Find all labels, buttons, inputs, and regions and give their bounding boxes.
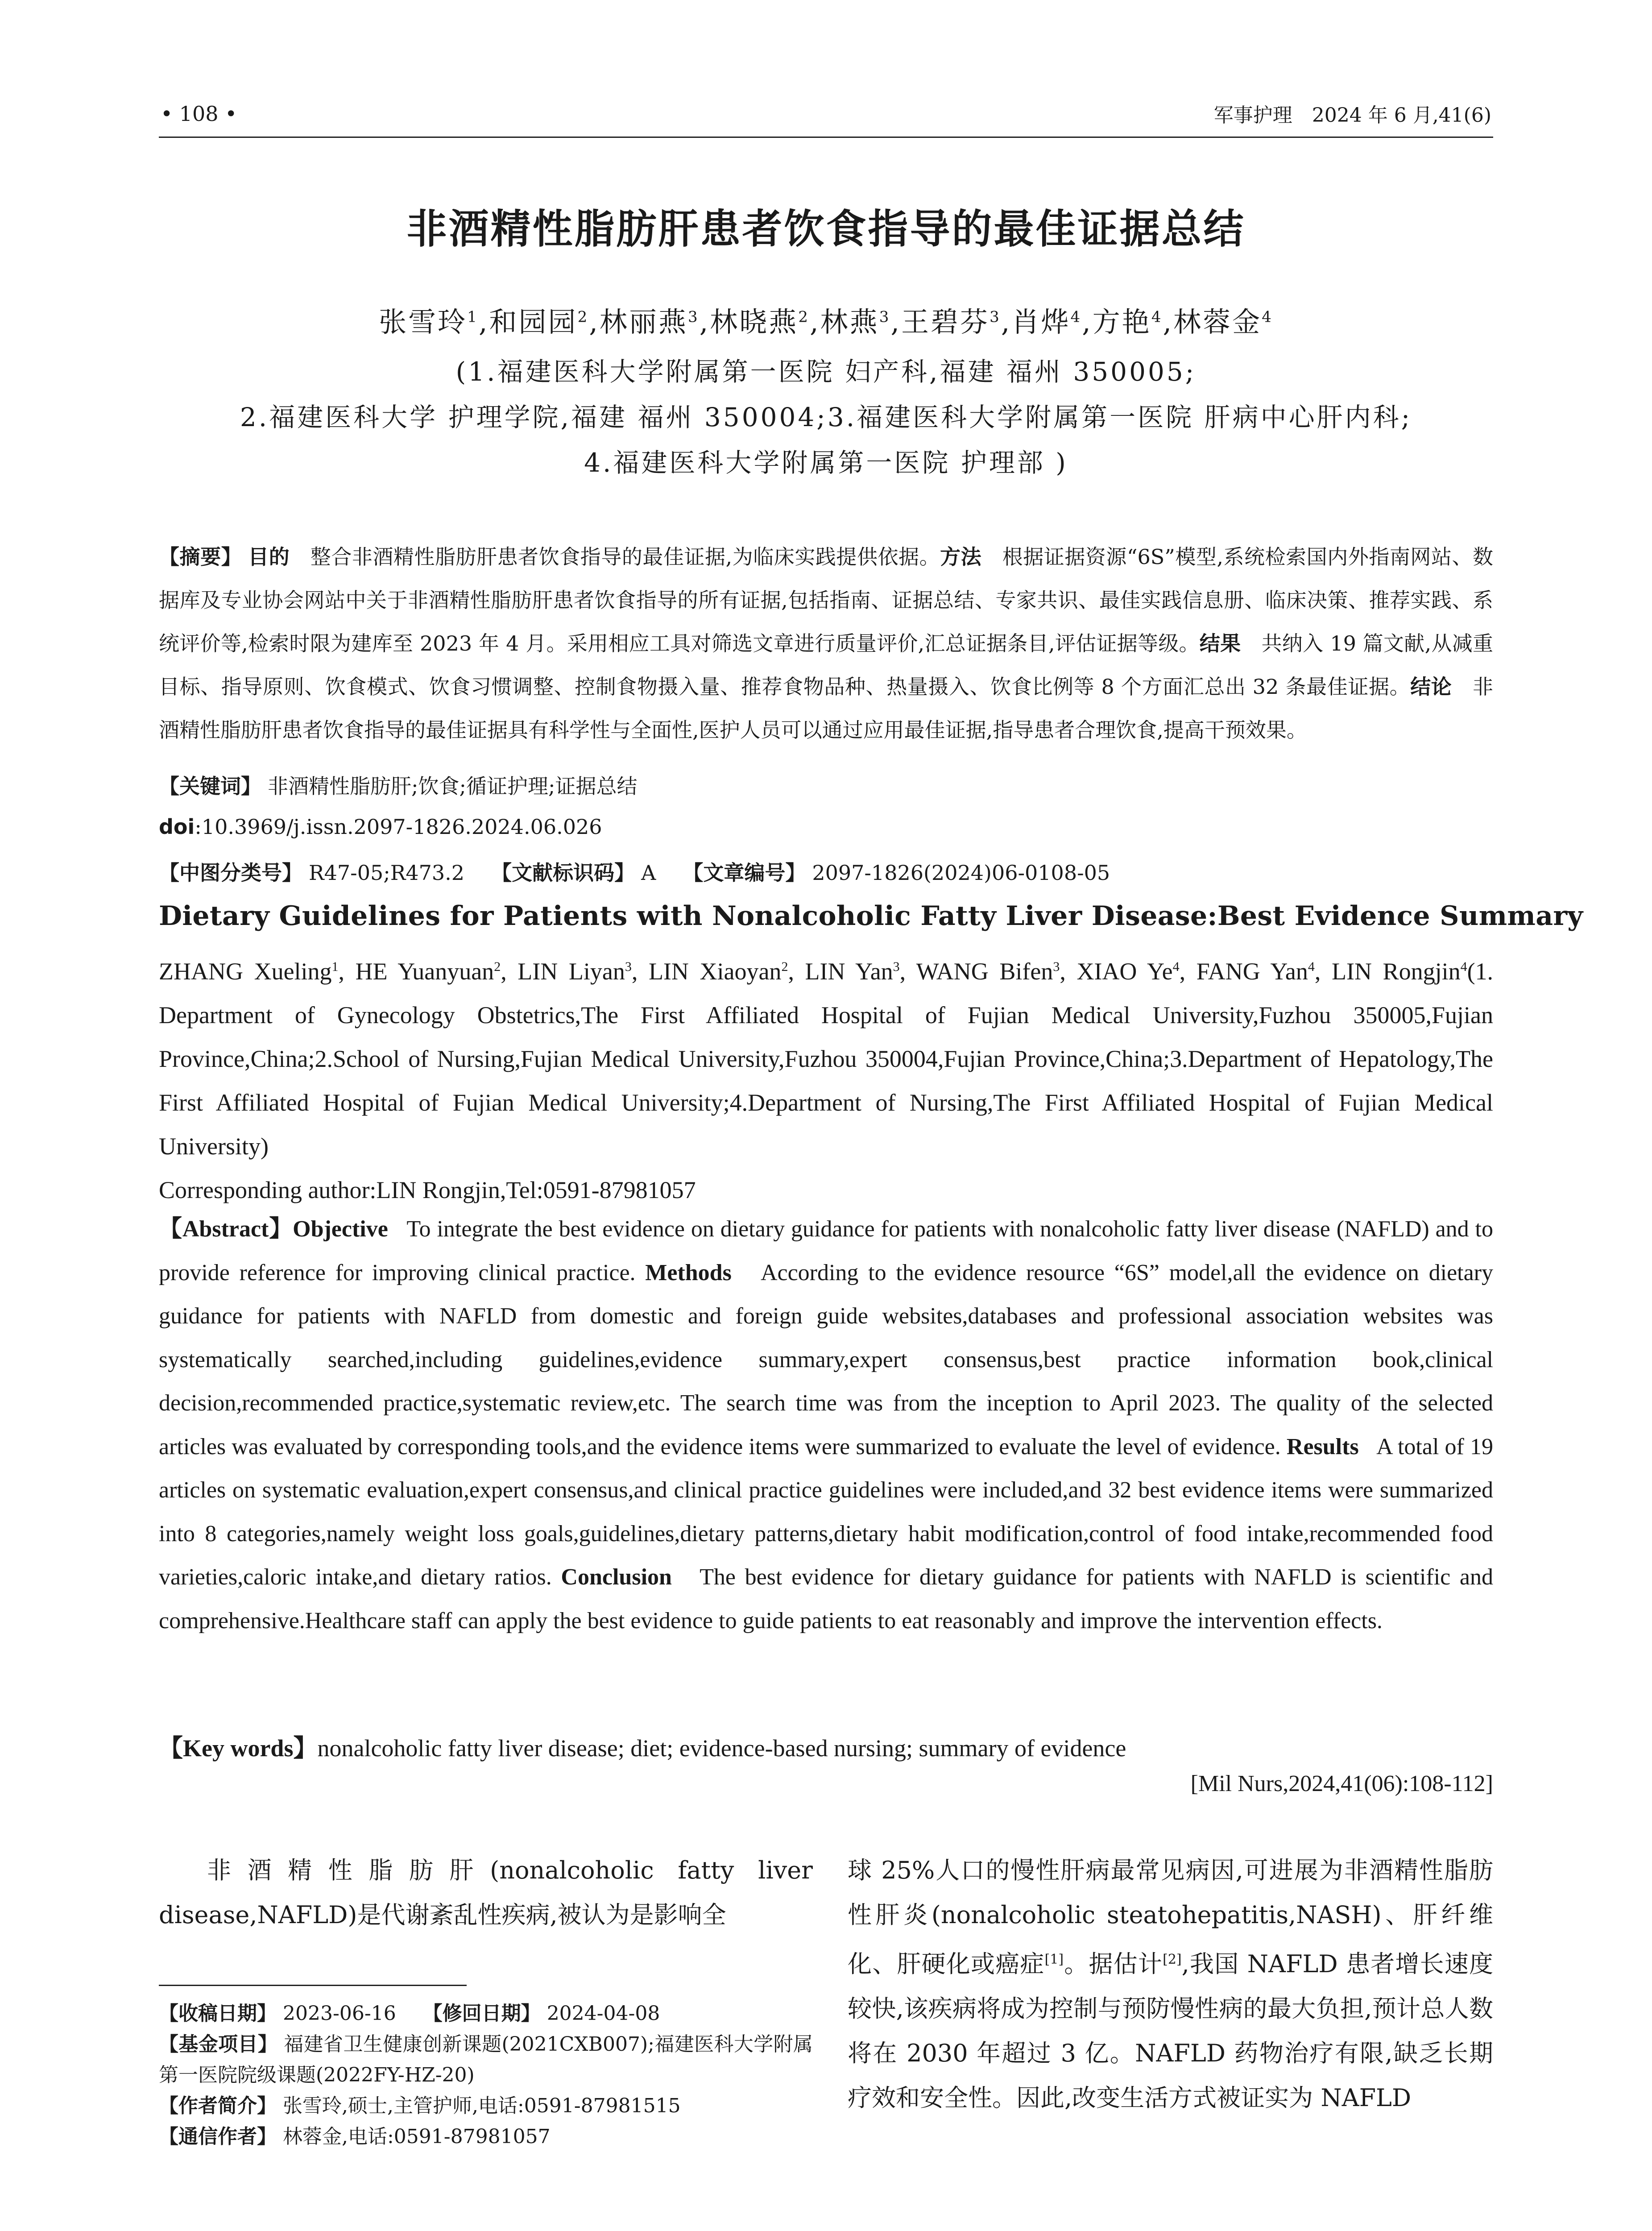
author-affiliation-mark: 1 [467, 308, 479, 326]
doi [159, 815, 1493, 839]
fund-label: 【基金项目】 [159, 2033, 278, 2056]
fund-text: 福建省卫生健康创新课题(2021CXB007);福建医科大学附属第一医院院级课题(2022FY-HZ-20) [159, 2033, 813, 2086]
article-number-value: 2097-1826(2024)06-0108-05 [812, 861, 1110, 885]
author-affiliation-mark: 2 [577, 308, 589, 326]
footnotes [159, 1998, 813, 2152]
en-conclusion-label: Conclusion [561, 1564, 672, 1590]
en-methods-label: Methods [645, 1260, 732, 1286]
affiliation-line-2: 2.福建医科大学 护理学院,福建 福州 350004;3.福建医科大学附属第一医院 肝病中心肝内科; [240, 402, 1412, 432]
reference-1[interactable]: [1] [1044, 1952, 1064, 1967]
objective-label: 目的 [248, 545, 290, 569]
doc-code-value: A [641, 861, 656, 885]
english-authors-affiliations [159, 945, 1493, 1212]
author-name: LIN Xiaoyan [648, 958, 782, 985]
en-results-text: A total of 19 articles on systematic evaluation,expert consensus,and clinical practice guidelines were included,and 32 best evidence items were summarized into 8 categories,namely weight loss goals,guidelines,dietary patterns,dietary habit modification,control of food intake,recommended food varieties,caloric intake,and dietary ratios. [159, 1434, 1494, 1590]
results-label: 结果 [1199, 631, 1241, 655]
methods-text: 根据证据资源“6S”模型,系统检索国内外指南网站、数据库及专业协会网站中关于非酒精性脂肪肝患者饮食指导的所有证据,包括指南、证据总结、专家共识、最佳实践信息册、临床决策、推荐实践、系统评价等,检索时限为建库至 2023 年 4 月。采用相应工具对筛选文章进行质量评价,汇总证据条目,评估证据等级。 [159, 545, 1494, 655]
author-affiliation-mark: 3 [625, 959, 632, 974]
author-name: XIAO Ye [1076, 958, 1173, 985]
en-keywords-text: nonalcoholic fatty liver disease; diet; evidence-based nursing; summary of evidence [317, 1735, 1126, 1762]
english-abstract [159, 1207, 1493, 1642]
clc-label: 【中图分类号】 [159, 861, 302, 885]
citation: [Mil Nurs,2024,41(06):108-112] [1190, 1771, 1493, 1796]
page-number: • 108 • [161, 102, 237, 126]
author-affiliation-mark: 4 [1262, 308, 1273, 326]
chinese-abstract [159, 535, 1493, 752]
author-affiliation-mark: 3 [1053, 959, 1060, 974]
author-name: WANG Bifen [916, 958, 1053, 985]
author-name: 肖烨 [1011, 306, 1071, 338]
author-name: 林蓉金 [1173, 306, 1262, 338]
author-affiliation-mark: 1 [331, 959, 339, 974]
author-name: 林晓燕 [710, 306, 799, 338]
doi-text: :10.3969/j.issn.2097-1826.2024.06.026 [195, 815, 602, 839]
english-keywords [159, 1729, 1493, 1763]
author-name: 和园园 [489, 306, 578, 338]
keywords-label: 【关键词】 [159, 774, 261, 798]
author-affiliation-mark: 2 [781, 959, 788, 974]
revised-date: 2024-04-08 [547, 2002, 660, 2025]
en-methods-text: According to the evidence resource “6S” model,all the evidence on dietary guidance for patients with NAFLD from domestic and foreign guide websites,databases and professional association websites was systematically searched,including guidelines,evidence summary,expert consensus,best practice information book,clinical decision,recommended practice,systematic review,etc. The search time was from the inception to April 2023. The quality of the selected articles was evaluated by corresponding tools,and the evidence items were summarized to evaluate the level of evidence. [159, 1260, 1493, 1460]
author-bio-text: 张雪玲,硕士,主管护师,电话:0591-87981515 [283, 2094, 681, 2117]
results-text: 共纳入 19 篇文献,从减重目标、指导原则、饮食模式、饮食习惯调整、控制食物摄入量、推荐食物品种、热量摄入、饮食比例等 8 个方面汇总出 32 条最佳证据。 [159, 631, 1494, 699]
author-name: LIN Liyan [518, 958, 625, 985]
affiliation-line-3: 4.福建医科大学附属第一医院 护理部 ) [584, 448, 1068, 478]
author-list: 张雪玲$^1$,和园园$^2$,林丽燕$^3$,林晓燕$^2$,林燕$^3$,王碧芬$^3$,肖烨$^4$,方艳$^4$,林蓉金$^4$ [379, 306, 1273, 338]
received-label: 【收稿日期】 [159, 2002, 277, 2025]
english-affiliation: (1. Department of Gynecology Obstetrics,The First Affiliated Hospital of Fujian Medical University,Fuzhou 350005,Fujian Province,China;2.School of Nursing,Fujian Medical University,Fuzhou 350004,Fujian Province,China;3.Department of Hepatology,The First Affiliated Hospital of Fujian Medical University;4.Department of Nursing,The First Affiliated Hospital of Fujian Medical University) [159, 958, 1494, 1160]
author-affiliation-mark: 4 [1460, 959, 1467, 974]
article-title: 非酒精性脂肪肝患者饮食指导的最佳证据总结 [406, 206, 1246, 253]
doc-code-label: 【文献标识码】 [491, 861, 635, 885]
author-name: FANG Yan [1196, 958, 1308, 985]
keywords [159, 770, 1493, 800]
author-name: 林燕 [820, 306, 879, 338]
abstract-label: 【摘要】 [159, 545, 242, 569]
author-affiliation-mark: 4 [1070, 308, 1082, 326]
author-name: HE Yuanyuan [355, 958, 494, 985]
clc-value: R47-05;R473.2 [309, 861, 465, 885]
revised-label: 【修回日期】 [422, 2002, 541, 2025]
author-affiliation-mark: 2 [494, 959, 501, 974]
article-number-label: 【文章编号】 [683, 861, 806, 885]
classification-row [159, 857, 1493, 886]
journal-info: 军事护理 2024 年 6 月,41(6) [1213, 104, 1491, 127]
objective-text: 整合非酒精性脂肪肝患者饮食指导的最佳证据,为临床实践提供依据。 [310, 545, 940, 569]
conclusion-text: 非酒精性脂肪肝患者饮食指导的最佳证据具有科学性与全面性,医护人员可以通过应用最佳证据,指导患者合理饮食,提高干预效果。 [159, 675, 1494, 742]
author-affiliation-mark: 4 [1172, 959, 1180, 974]
header-rule [159, 137, 1493, 138]
body-right-column [848, 1848, 1493, 2120]
received-date: 2023-06-16 [283, 2002, 396, 2025]
correspondence-label: 【通信作者】 [159, 2125, 277, 2148]
author-affiliation-mark: 3 [893, 959, 900, 974]
en-conclusion-text: The best evidence for dietary guidance for patients with NAFLD is scientific and comprehensive.Healthcare staff can apply the best evidence to guide patients to eat reasonably and improve the intervention effects. [159, 1564, 1494, 1634]
author-name: LIN Yan [805, 958, 893, 985]
footnote-rule [159, 1985, 467, 1986]
affiliation-line-1: (1.福建医科大学附属第一医院 妇产科,福建 福州 350005; [455, 357, 1197, 387]
body-right-text-a: 球 25%人口的慢性肝病最常见病因,可进展为非酒精性脂肪性肝炎(nonalcoholic steatohepatitis,NASH)、肝纤维化、肝硬化或癌症 [848, 1856, 1493, 1978]
en-objective-text: To integrate the best evidence on dietary guidance for patients with nonalcoholic fatty liver disease (NAFLD) and to provide reference for improving clinical practice. [159, 1216, 1493, 1286]
author-name: 方艳 [1092, 306, 1151, 338]
author-name: 王碧芬 [901, 306, 990, 338]
author-affiliation-mark: 3 [687, 308, 700, 326]
en-abstract-label: 【Abstract】 [159, 1216, 293, 1242]
doi-label: doi [159, 815, 195, 839]
author-name: LIN Rongjin [1331, 958, 1461, 985]
english-title: Dietary Guidelines for Patients with Nonalcoholic Fatty Liver Disease:Best Evidence Summary [159, 900, 1583, 932]
author-affiliation-mark: 3 [879, 308, 891, 326]
conclusion-label: 结论 [1410, 675, 1452, 699]
author-name: 林丽燕 [599, 306, 688, 338]
author-affiliation-mark: 4 [1308, 959, 1315, 974]
author-affiliation-mark: 2 [798, 308, 810, 326]
body-right-text-c: ,我国 NAFLD 患者增长速度较快,该疾病将成为控制与预防慢性病的最大负担,预计总人数将在 2030 年超过 3 亿。NAFLD 药物治疗有限,缺乏长期疗效和安全性。因此,改变生活方式被证实为 NAFLD [848, 1950, 1493, 2112]
reference-2[interactable]: [2] [1163, 1952, 1182, 1967]
body-right-text-b: 。据估计 [1064, 1950, 1163, 1978]
en-objective-label: Objective [293, 1216, 388, 1242]
en-results-label: Results [1286, 1434, 1359, 1460]
english-author-list: ZHANG Xueling$^1$, HE Yuanyuan$^2$, LIN Liyan$^3$, LIN Xiaoyan$^2$, LIN Yan$^3$, WANG Bifen$^3$, XIAO Ye$^4$, FANG Yan$^4$, LIN Rongjin$^4$ [159, 958, 1467, 985]
methods-label: 方法 [940, 545, 982, 569]
author-affiliation-mark: 4 [1151, 308, 1163, 326]
correspondence-text: 林蓉金,电话:0591-87981057 [283, 2125, 551, 2148]
author-affiliation-mark: 3 [990, 308, 1001, 326]
body-left-column: 非酒精性脂肪肝(nonalcoholic fatty liver disease,NAFLD)是代谢紊乱性疾病,被认为是影响全 [159, 1856, 813, 1929]
corresponding-author: Corresponding author:LIN Rongjin,Tel:0591-87981057 [159, 1177, 696, 1203]
author-name: ZHANG Xueling [159, 958, 332, 985]
en-keywords-label: 【Key words】 [159, 1735, 318, 1762]
author-bio-label: 【作者简介】 [159, 2094, 277, 2117]
keywords-text: 非酒精性脂肪肝;饮食;循证护理;证据总结 [268, 774, 638, 798]
author-name: 张雪玲 [379, 306, 468, 338]
